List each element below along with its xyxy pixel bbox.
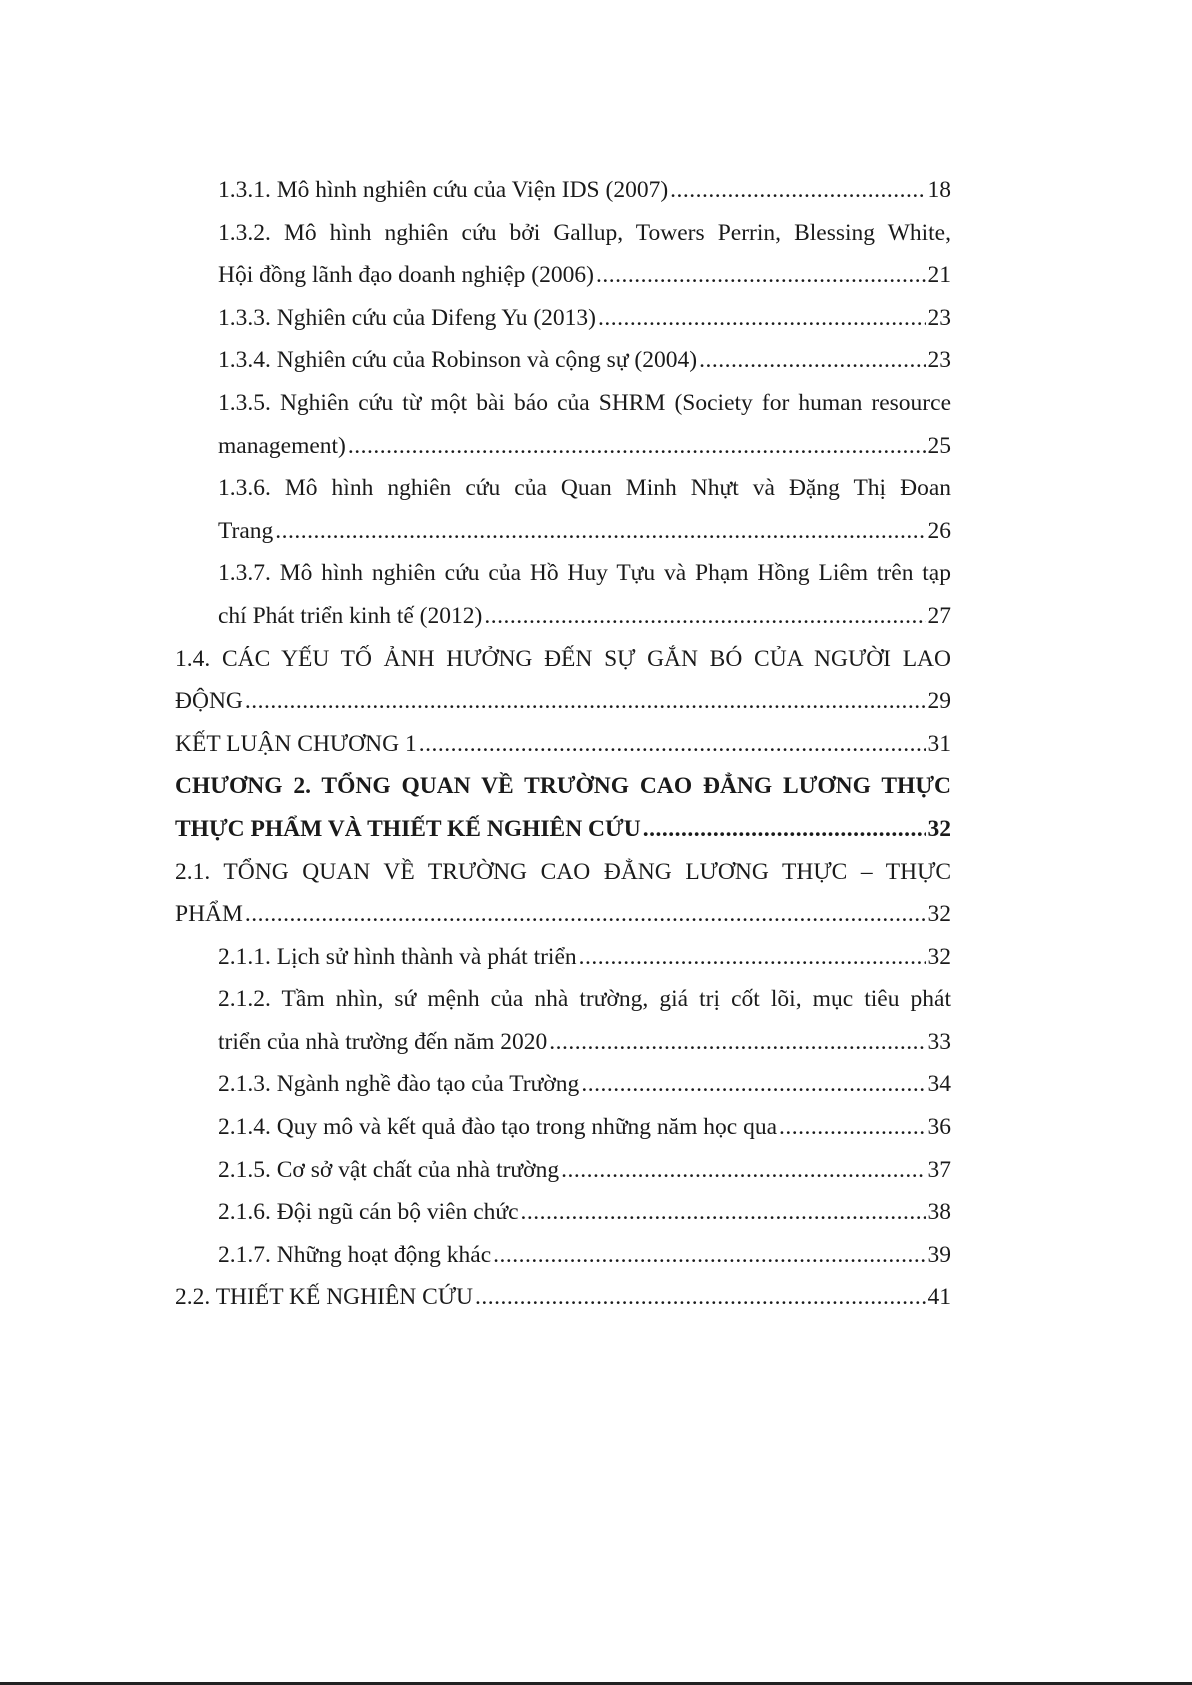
toc-page-number: 34 [927, 1071, 951, 1098]
toc-entry-title: 2.1.4. Quy mô và kết quả đào tạo trong những năm học qua [218, 1114, 777, 1141]
toc-entry-title-line: 1.4. CÁC YẾU TỐ ẢNH HƯỞNG ĐẾN SỰ GẮN BÓ CỦA NGƯỜI LAO [175, 645, 951, 672]
toc-entry-leader-line [175, 339, 951, 382]
toc-entry-title: 2.2. THIẾT KẾ NGHIÊN CỨU [175, 1284, 474, 1311]
dot-leader [493, 1234, 925, 1277]
toc-entry-title: PHẨM [175, 901, 243, 928]
toc-entry[interactable] [175, 723, 951, 766]
toc-page-number: 38 [927, 1199, 951, 1226]
toc-entry-title-line: 1.3.7. Mô hình nghiên cứu của Hồ Huy Tựu và Phạm Hồng Liêm trên tạp [218, 560, 951, 587]
toc-entry[interactable] [175, 765, 951, 850]
toc-entry-title: KẾT LUẬN CHƯƠNG 1 [175, 730, 417, 757]
toc-entry[interactable] [175, 1191, 951, 1234]
dot-leader [348, 425, 926, 468]
toc-entry-title: 2.1.7. Những hoạt động khác [218, 1241, 492, 1268]
toc-entry-leader-line [175, 808, 951, 851]
toc-entry[interactable] [175, 1276, 951, 1319]
toc-entry-leader-line [175, 1063, 951, 1106]
toc-page-number: 23 [927, 347, 951, 374]
toc-entry-title: 1.3.1. Mô hình nghiên cứu của Viện IDS (2007) [218, 177, 669, 203]
toc-page-number: 21 [927, 262, 951, 289]
toc-entry-leader-line [175, 169, 951, 212]
toc-page-number: 23 [927, 304, 951, 331]
toc-entry-title: 1.3.3. Nghiên cứu của Difeng Yu (2013) [218, 304, 596, 331]
table-of-contents [175, 169, 951, 1319]
toc-page-number: 18 [927, 177, 951, 203]
toc-entry[interactable] [175, 1063, 951, 1106]
dot-leader [581, 1063, 925, 1106]
toc-entry-leader-line [175, 1106, 951, 1149]
dot-leader [245, 680, 926, 723]
dot-leader [275, 510, 925, 553]
toc-entry-title-line: 1.3.5. Nghiên cứu từ một bài báo của SHRM (Society for human resource [218, 389, 951, 416]
toc-entry[interactable] [175, 552, 951, 637]
toc-entry-title: 2.1.1. Lịch sử hình thành và phát triển [218, 943, 577, 970]
dot-leader [643, 808, 926, 851]
dot-leader [549, 1021, 925, 1064]
dot-leader [245, 893, 926, 936]
dot-leader [670, 169, 925, 212]
toc-page-number: 32 [927, 815, 951, 842]
toc-entry[interactable] [175, 1106, 951, 1149]
dot-leader [779, 1106, 926, 1149]
dot-leader [419, 723, 926, 766]
toc-page-number: 33 [927, 1028, 951, 1055]
dot-leader [521, 1191, 926, 1234]
toc-page-number: 26 [927, 517, 951, 544]
dot-leader [579, 936, 926, 979]
toc-page-number: 39 [927, 1241, 951, 1268]
dot-leader [475, 1276, 925, 1319]
toc-entry-leader-line [175, 297, 951, 340]
toc-page-number: 31 [927, 730, 951, 757]
toc-page-number: 41 [927, 1284, 951, 1311]
dot-leader [561, 1149, 925, 1192]
toc-entry-leader-line [175, 680, 951, 723]
toc-entry-title: THỰC PHẨM VÀ THIẾT KẾ NGHIÊN CỨU [175, 815, 641, 842]
toc-entry-leader-line [175, 1276, 951, 1319]
toc-entry-title: 2.1.3. Ngành nghề đào tạo của Trường [218, 1071, 580, 1098]
toc-page-number: 27 [927, 602, 951, 629]
toc-entry-title-line: 2.1. TỔNG QUAN VỀ TRƯỜNG CAO ĐẲNG LƯƠNG THỰC – THỰC [175, 858, 951, 885]
toc-entry-title: triển của nhà trường đến năm 2020 [218, 1028, 548, 1055]
dot-leader [484, 595, 925, 638]
toc-entry-title: management) [218, 432, 346, 459]
toc-entry[interactable] [175, 467, 951, 552]
toc-entry-leader-line [175, 723, 951, 766]
toc-entry-title-line: CHƯƠNG 2. TỔNG QUAN VỀ TRƯỜNG CAO ĐẲNG LƯƠNG THỰC [175, 773, 951, 800]
toc-entry-title: chí Phát triển kinh tế (2012) [218, 602, 483, 629]
toc-entry-leader-line [175, 510, 951, 553]
toc-entry[interactable] [175, 638, 951, 723]
toc-entry-title: Hội đồng lãnh đạo doanh nghiệp (2006) [218, 262, 594, 289]
toc-entry[interactable] [175, 382, 951, 467]
toc-page-number: 36 [927, 1114, 951, 1141]
toc-page-number: 32 [927, 901, 951, 928]
toc-entry-leader-line [175, 254, 951, 297]
toc-page-number: 37 [927, 1156, 951, 1183]
toc-entry[interactable] [175, 297, 951, 340]
dot-leader [598, 297, 926, 340]
toc-page-number: 25 [927, 432, 951, 459]
toc-page-number: 32 [927, 943, 951, 970]
toc-entry-leader-line [175, 595, 951, 638]
toc-entry-leader-line [175, 1234, 951, 1277]
toc-entry[interactable] [175, 169, 951, 212]
toc-entry-title: 1.3.4. Nghiên cứu của Robinson và cộng sự (2004) [218, 347, 698, 374]
dot-leader [699, 339, 925, 382]
dot-leader [596, 254, 926, 297]
toc-entry[interactable] [175, 1234, 951, 1277]
toc-page-number: 29 [927, 688, 951, 715]
toc-entry-leader-line [175, 1021, 951, 1064]
toc-entry[interactable] [175, 212, 951, 297]
toc-entry-title: 2.1.6. Đội ngũ cán bộ viên chức [218, 1199, 519, 1226]
toc-entry-title-line: 2.1.2. Tầm nhìn, sứ mệnh của nhà trường, giá trị cốt lõi, mục tiêu phát [218, 986, 951, 1013]
toc-entry-leader-line [175, 893, 951, 936]
toc-entry-title: 2.1.5. Cơ sở vật chất của nhà trường [218, 1156, 560, 1183]
toc-entry-title-line: 1.3.2. Mô hình nghiên cứu bởi Gallup, Towers Perrin, Blessing White, [218, 219, 951, 246]
toc-entry[interactable] [175, 936, 951, 979]
toc-entry-title-line: 1.3.6. Mô hình nghiên cứu của Quan Minh Nhựt và Đặng Thị Đoan [218, 475, 951, 502]
toc-entry[interactable] [175, 339, 951, 382]
toc-entry-leader-line [175, 1149, 951, 1192]
toc-entry-leader-line [175, 1191, 951, 1234]
toc-entry-title: ĐỘNG [175, 688, 243, 715]
toc-entry-leader-line [175, 425, 951, 468]
toc-entry-leader-line [175, 936, 951, 979]
toc-entry[interactable] [175, 851, 951, 936]
toc-entry[interactable] [175, 978, 951, 1063]
toc-entry-title: Trang [218, 517, 274, 544]
toc-entry[interactable] [175, 1149, 951, 1192]
